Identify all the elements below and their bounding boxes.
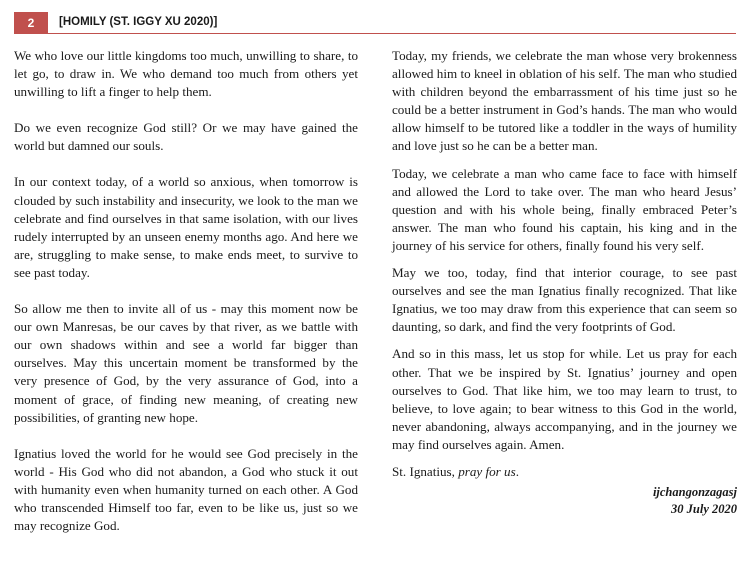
paragraph: Today, my friends, we celebrate the man whose very brokenness allowed him to kneel in oblation of his self. The man who studied with children beyond the embarrassment of his time just so he could be a better instrument in God’s hands. The man who would allow himself to be tutored like a toddler in the ways of humility and love just so he can be a better man.	[392, 48, 737, 154]
paragraph: Do we even recognize God still? Or we may have gained the world but damned our souls.	[14, 120, 358, 154]
paragraph: Ignatius loved the world for he would see God precisely in the world - His God who did not abandon, a God who stuck it out with humanity even when humanity turned on each other. A God who transcended Himself too far, even to be like us, just so we may recognize God.	[14, 445, 358, 534]
page-number: 2	[14, 12, 48, 34]
paragraph: Today, we celebrate a man who came face to face with himself and allowed the Lord to take over. The man who heard Jesus’ question and with his whole being, finally embraced Peter’s answer. The man who found his captain, his king and in the journey of his service for others, finally found his very self.	[392, 165, 737, 253]
paragraph: We who love our little kingdoms too much, unwilling to share, to let go, to draw in. We who demand too much from others yet unwilling to lift a finger to help them.	[14, 48, 358, 100]
page-header	[14, 12, 736, 34]
header-rule	[48, 33, 736, 34]
header-title: [HOMILY (ST. IGGY XU 2020)]	[59, 16, 218, 28]
left-column	[14, 47, 358, 553]
paragraph: And so in this mass, let us stop for while. Let us pray for each other. That we be inspired by St. Ignatius’ journey and open ourselves to God. That like him, we too may learn to trust, to believe, to love again; to bear witness to this God in the world, never abandoning, always accompanying, and in the journey we may find ourselves again. Amen.	[392, 346, 737, 452]
right-column	[392, 47, 737, 518]
signature-date: 30 July 2020	[671, 502, 737, 517]
closing-line	[392, 463, 737, 481]
closing-prayer: pray for us	[458, 463, 516, 479]
signature-block	[392, 484, 737, 518]
closing-suffix: .	[515, 463, 519, 479]
paragraph: May we too, today, find that interior courage, to see past ourselves and see the man Ignatius finally recognized. That like Ignatius, we too may draw from this experience that can seem so daunting, so dark, and find the very footprints of God.	[392, 265, 737, 335]
signature-name: ijchangonzagasj	[652, 485, 737, 500]
paragraph: So allow me then to invite all of us - may this moment now be our own Manresas, be our caves by that river, as we battle with our own shadows within and see a world far bigger than ourselves. May this uncertain moment be transformed by the very presence of God, by the very assurance of God, into a moment of grace, of finding new meaning, of creating new possibilities, of granting new hope.	[14, 301, 358, 425]
paragraph: In our context today, of a world so anxious, when tomorrow is clouded by such instability and insecurity, we look to the man we celebrate and find ourselves in that same isolation, with our lives rudely interrupted by an unseen enemy months ago. And here we are, struggling to make sense, to make ends meet, to survive to see past today.	[14, 174, 358, 280]
closing-prefix: St. Ignatius,	[392, 463, 459, 479]
